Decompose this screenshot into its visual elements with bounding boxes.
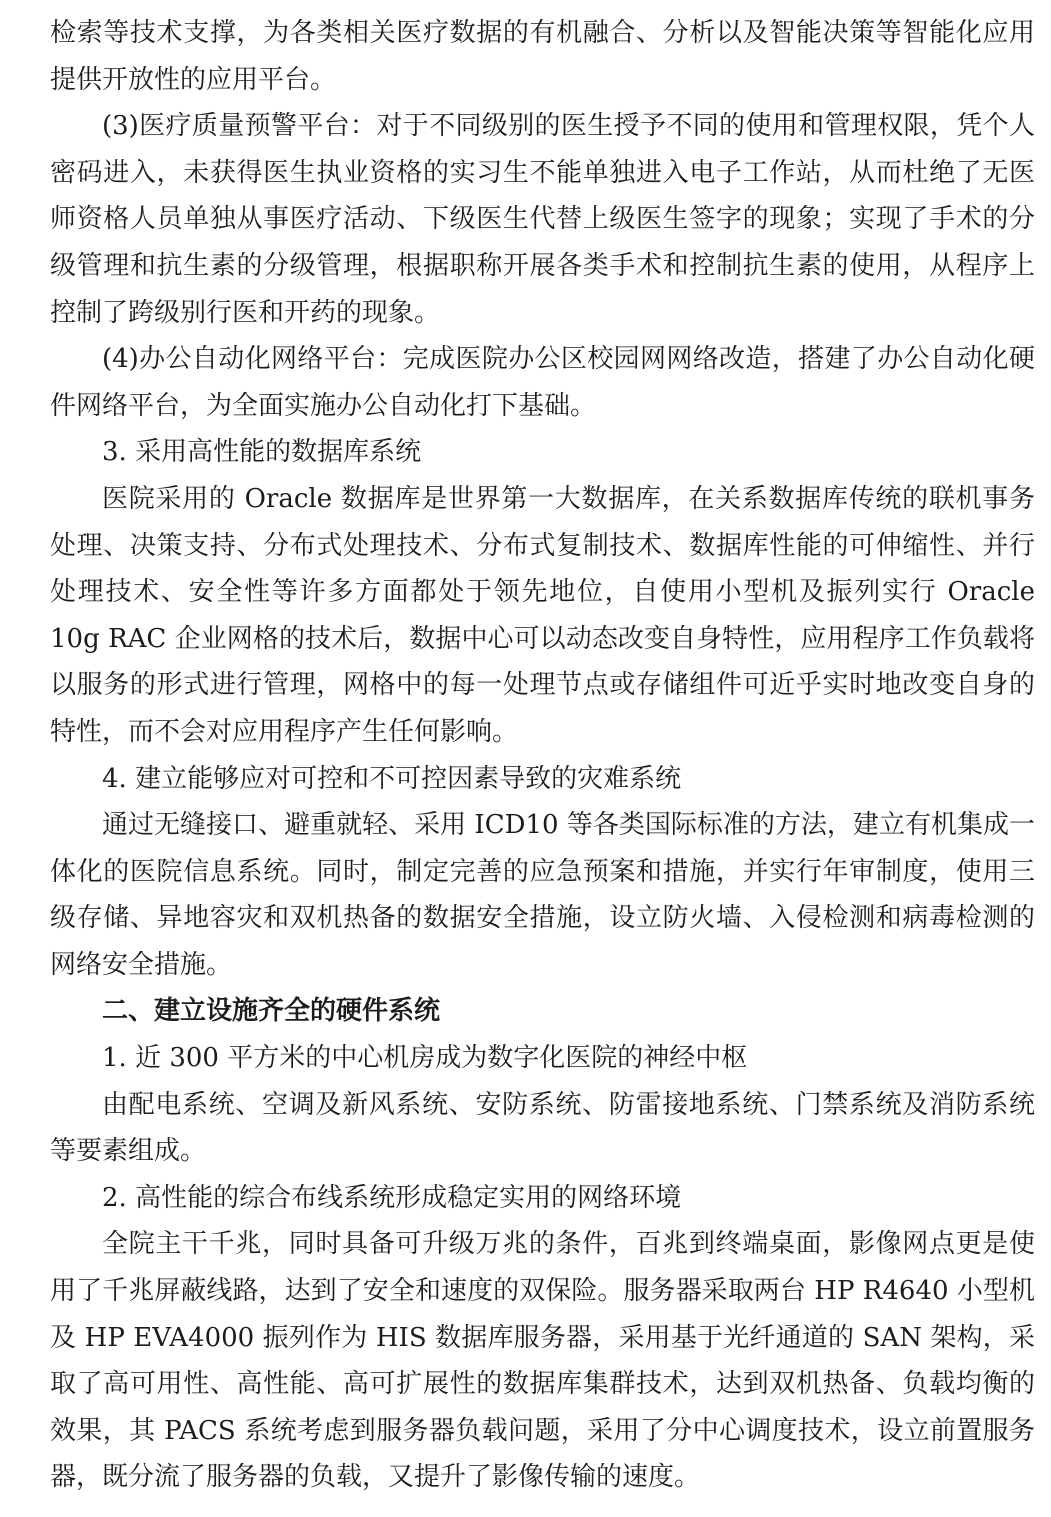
paragraph-disaster-recovery: 通过无缝接口、避重就轻、采用 ICD10 等各类国际标准的方法，建立有机集成一体化的医院信息系统。同时，制定完善的应急预案和措施，并实行年审制度，使用三级存储、异地容灾和双机热备的数据安全措施，设立防火墙、入侵检测和病毒检测的网络安全措施。 <box>50 810 1035 980</box>
heading-disaster-system: 4. 建立能够应对可控和不可控因素导致的灾难系统 <box>102 763 682 794</box>
paragraph-office-automation-platform: (4)办公自动化网络平台：完成医院办公区校园网网络改造，搭建了办公自动化硬件网络平台，为全面实施办公自动化打下基础。 <box>50 344 1035 421</box>
paragraph-oracle-database: 医院采用的 Oracle 数据库是世界第一大数据库，在关系数据库传统的联机事务处理、决策支持、分布式处理技术、分布式复制技术、数据库性能的可伸缩性、并行处理技术、安全性等许多方面都处于领先地位，自使用小型机及振列实行 Oracle 10g RAC 企业网格的技术后，数据中心可以动态改变自身特性，应用程序工作负载将以服务的形式进行管理，网格中的每一处理节点或存储组件可近乎实时地改变自身的特性，而不会对应用程序产生任何影响。 <box>50 483 1035 747</box>
heading-cabling-system: 2. 高性能的综合布线系统形成稳定实用的网络环境 <box>102 1182 682 1213</box>
section-heading-hardware: 二、建立设施齐全的硬件系统 <box>102 996 441 1027</box>
paragraph-quality-warning-platform: (3)医疗质量预警平台：对于不同级别的医生授予不同的使用和管理权限，凭个人密码进入，未获得医生执业资格的实习生不能单独进入电子工作站，从而杜绝了无医师资格人员单独从事医疗活动、下级医生代替上级医生签字的现象；实现了手术的分级管理和抗生素的分级管理，根据职称开展各类手术和控制抗生素的使用，从程序上控制了跨级别行医和开药的现象。 <box>50 111 1035 328</box>
heading-database-system: 3. 采用高性能的数据库系统 <box>102 437 422 468</box>
paragraph-continuation: 检索等技术支撑，为各类相关医疗数据的有机融合、分析以及智能决策等智能化应用提供开放性的应用平台。 <box>50 18 1035 95</box>
heading-machine-room: 1. 近 300 平方米的中心机房成为数字化医院的神经中枢 <box>102 1043 748 1074</box>
paragraph-cabling-network: 全院主干千兆，同时具备可升级万兆的条件，百兆到终端桌面，影像网点更是使用了千兆屏蔽线路，达到了安全和速度的双保险。服务器采取两台 HP R4640 小型机及 HP EVA4000 振列作为 HIS 数据库服务器，采用基于光纤通道的 SAN 架构，采取了高可用性、高性能、高可扩展性的数据库集群技术，达到双机热备、负载均衡的效果，其 PACS 系统考虑到服务器负载问题，采用了分中心调度技术，设立前置服务器，既分流了服务器的负载，又提升了影像传输的速度。 <box>50 1229 1035 1493</box>
document-page <box>50 10 1035 1501</box>
paragraph-machine-room: 由配电系统、空调及新风系统、安防系统、防雷接地系统、门禁系统及消防系统等要素组成。 <box>50 1089 1035 1167</box>
